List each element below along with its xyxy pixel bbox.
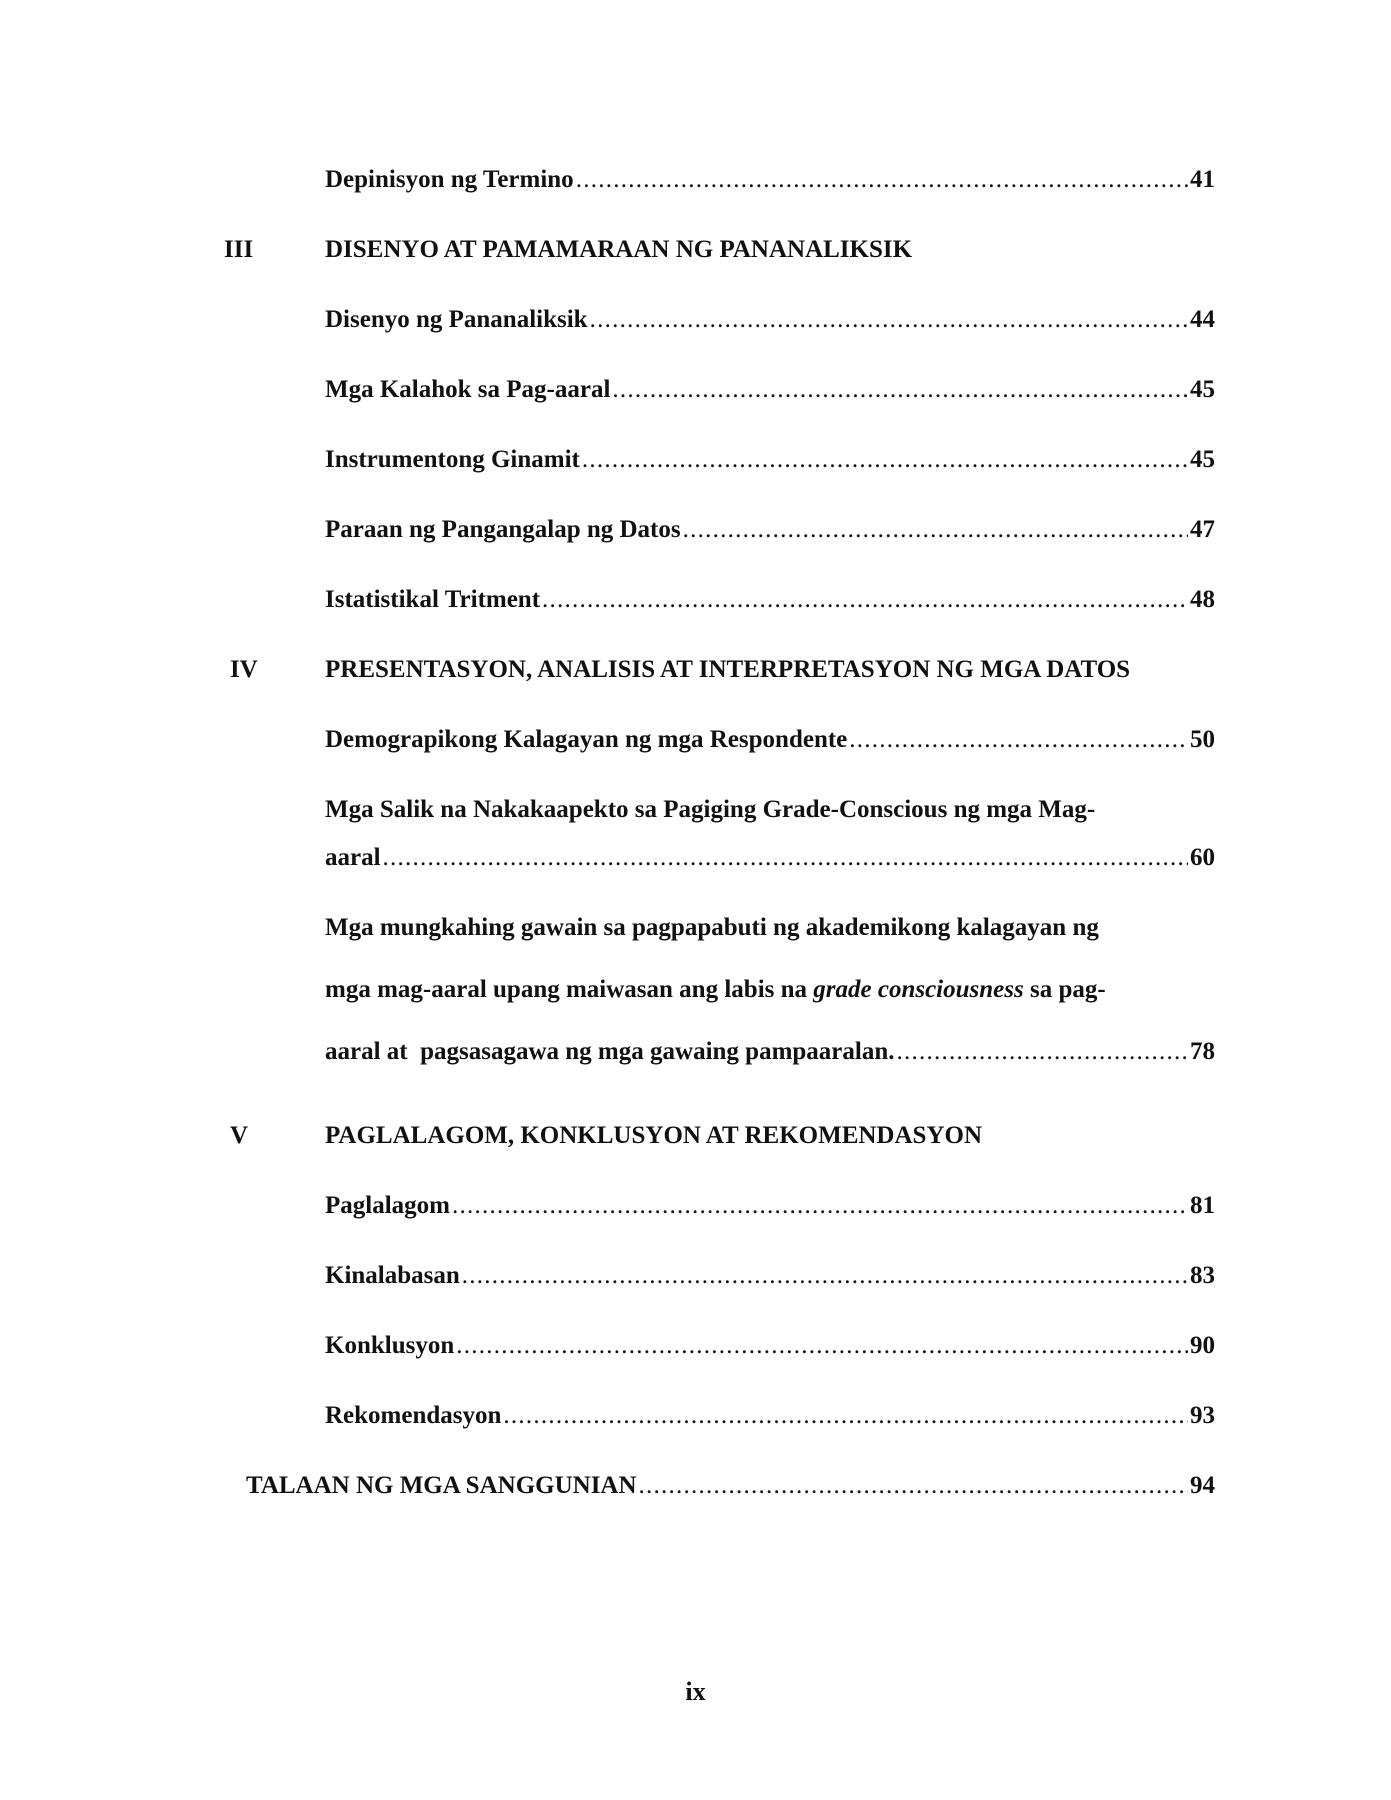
dot-leader [639, 1470, 1188, 1502]
toc-page-number: 41 [1190, 166, 1215, 193]
toc-entry [0, 164, 1391, 196]
chapter-title: DISENYO AT PAMAMARAAN NG PANANALIKSIK [325, 236, 913, 263]
toc-page-number: 45 [1190, 446, 1215, 473]
toc-text-segment: mga mag-aaral upang maiwasan ang labis na [325, 976, 814, 1003]
toc-entry [0, 1036, 1391, 1068]
toc-entry [0, 584, 1391, 616]
chapter-heading [0, 234, 1391, 266]
toc-page-number: 83 [1190, 1262, 1215, 1289]
toc-entry-line [325, 514, 1215, 546]
toc-entry [0, 842, 1391, 874]
toc-entry-continued [0, 794, 1391, 826]
toc-page-number: 93 [1190, 1402, 1215, 1429]
dot-leader [452, 1190, 1188, 1222]
toc-entry [0, 724, 1391, 756]
toc-page-number: 48 [1190, 586, 1215, 613]
toc-entry-line [325, 1400, 1215, 1432]
toc-page-number: 94 [1190, 1472, 1215, 1499]
toc-entry [0, 1400, 1391, 1432]
toc-page-number: 90 [1190, 1332, 1215, 1359]
dot-leader [849, 724, 1188, 756]
toc-page-number: 50 [1190, 726, 1215, 753]
toc-entry-label: Kinalabasan [325, 1262, 460, 1289]
toc-entry [0, 374, 1391, 406]
toc-entry-references [0, 1470, 1391, 1502]
dot-leader [612, 374, 1188, 406]
toc-entry-line [246, 1470, 1215, 1502]
toc-page-number: 44 [1190, 306, 1215, 333]
dot-leader [582, 444, 1188, 476]
dot-leader [590, 304, 1188, 336]
toc-entry-line [325, 1260, 1215, 1292]
chapter-heading [0, 654, 1391, 686]
toc-entry-line [325, 1330, 1215, 1362]
toc-entry-line [325, 1190, 1215, 1222]
toc-entry-label: Instrumentong Ginamit [325, 446, 580, 473]
toc-entry-label: Istatistikal Tritment [325, 586, 541, 613]
toc-entry-line [325, 304, 1215, 336]
dot-leader [576, 164, 1188, 196]
dot-leader [503, 1400, 1188, 1432]
toc-entry-label: Demograpikong Kalagayan ng mga Respondente [325, 726, 848, 753]
dot-leader [683, 514, 1188, 546]
toc-entry-label: Paraan ng Pangangalap ng Datos [325, 516, 681, 543]
toc-entry-label-line2: aaral [325, 844, 381, 871]
chapter-heading [0, 1120, 1391, 1152]
toc-entry-line [325, 584, 1215, 616]
toc-entry-continued [0, 912, 1391, 944]
toc-entry-label-line1: Mga Salik na Nakakaapekto sa Pagiging Grade-Conscious ng mga Mag- [325, 796, 1096, 823]
toc-text-segment: sa pag- [1023, 976, 1106, 1003]
toc-entry [0, 1330, 1391, 1362]
toc-entry [0, 444, 1391, 476]
toc-entry [0, 1260, 1391, 1292]
dot-leader [383, 842, 1188, 874]
dot-leader [897, 1036, 1189, 1068]
toc-entry-line [325, 724, 1215, 756]
dot-leader [456, 1330, 1188, 1362]
dot-leader [542, 584, 1188, 616]
toc-entry-line [325, 164, 1215, 196]
toc-page-number: 81 [1190, 1192, 1215, 1219]
toc-entry-line [325, 374, 1215, 406]
chapter-numeral: IV [230, 656, 258, 683]
chapter-title: PAGLALAGOM, KONKLUSYON AT REKOMENDASYON [325, 1122, 982, 1149]
toc-entry-label: Paglalagom [325, 1192, 450, 1219]
chapter-numeral: III [224, 236, 254, 263]
toc-italic-term: grade consciousness [813, 976, 1024, 1003]
toc-entry [0, 1190, 1391, 1222]
toc-entry-label: Mga Kalahok sa Pag-aaral [325, 376, 611, 403]
toc-entry-label-line1: Mga mungkahing gawain sa pagpapabuti ng akademikong kalagayan ng [325, 914, 1099, 941]
toc-page-number: 45 [1190, 376, 1215, 403]
chapter-numeral: V [230, 1122, 249, 1149]
toc-page-number: 60 [1190, 844, 1215, 871]
toc-entry-line [325, 842, 1215, 874]
toc-entry-label-line2 [325, 974, 1106, 1006]
toc-entry-continued [0, 974, 1391, 1006]
toc-page-number: 47 [1190, 516, 1215, 543]
toc-entry-line [325, 1036, 1215, 1068]
dot-leader [462, 1260, 1188, 1292]
page-number-footer: ix [685, 1677, 706, 1706]
toc-entry-label-line3: aaral at pagsasagawa ng mga gawaing pampaaralan. [325, 1038, 895, 1065]
toc-entry-label: Rekomendasyon [325, 1402, 502, 1429]
toc-entry-label: TALAAN NG MGA SANGGUNIAN [246, 1472, 637, 1499]
toc-entry [0, 514, 1391, 546]
toc-entry-line [325, 444, 1215, 476]
toc-entry-label: Konklusyon [325, 1332, 455, 1359]
toc-entry [0, 304, 1391, 336]
toc-entry-label: Depinisyon ng Termino [325, 166, 574, 193]
chapter-title: PRESENTASYON, ANALISIS AT INTERPRETASYON NG MGA DATOS [325, 656, 1131, 683]
toc-page-number: 78 [1190, 1038, 1215, 1065]
toc-entry-label: Disenyo ng Pananaliksik [325, 306, 588, 333]
